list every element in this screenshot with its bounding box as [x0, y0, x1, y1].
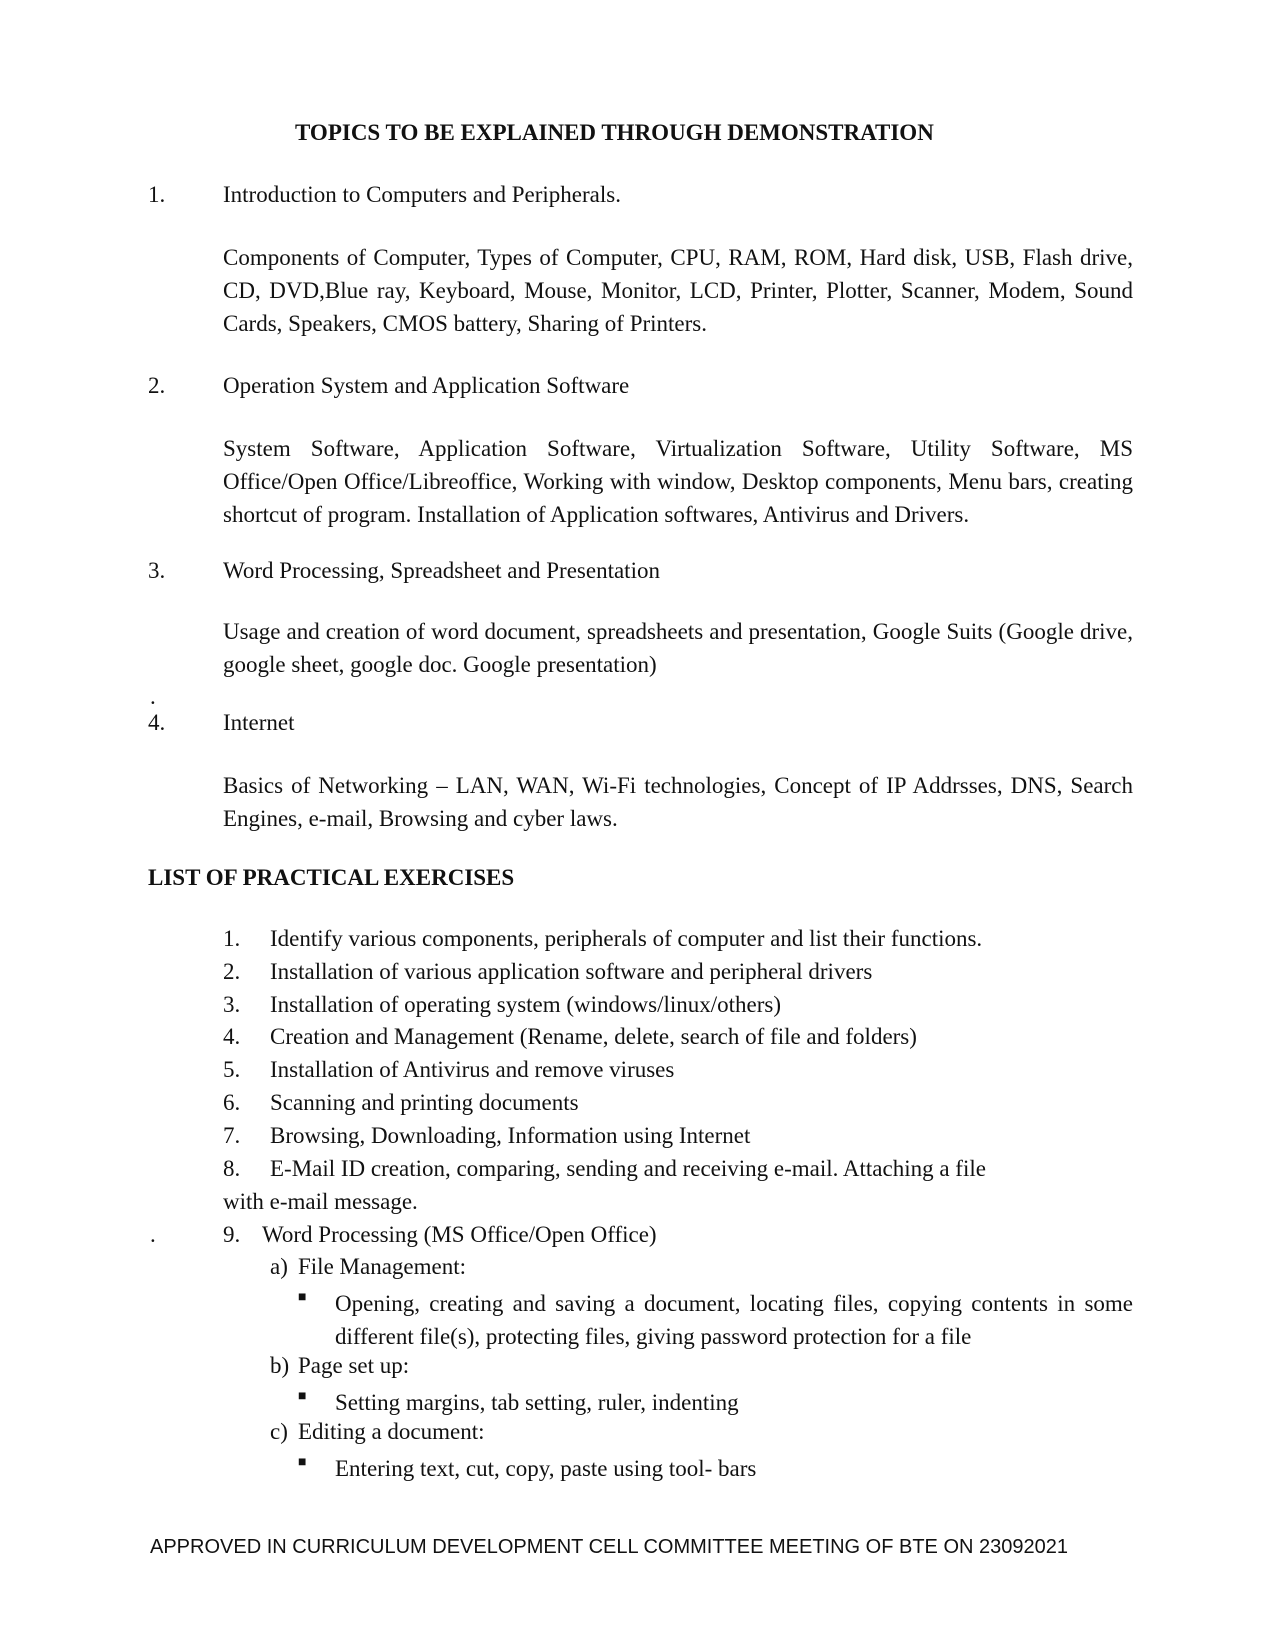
topic-body: Basics of Networking – LAN, WAN, Wi-Fi technologies, Concept of IP Addrsses, DNS, Search Engines, e-mail, Browsing and cyber laws.	[223, 773, 1133, 831]
exercise-text: Identify various components, peripherals of computer and list their functions.	[270, 926, 983, 951]
exercise-text: Browsing, Downloading, Information using Internet	[270, 1123, 751, 1148]
exercise-number: 2.	[223, 959, 241, 984]
stray-dot: .	[150, 1222, 156, 1247]
topic-body: Components of Computer, Types of Computer, CPU, RAM, ROM, Hard disk, USB, Flash drive, CD, DVD,Blue ray, Keyboard, Mouse, Monitor, LCD, Printer, Plotter, Scanner, Modem, Sound Cards, Speakers, CMOS battery, Sharing of Printers.	[223, 245, 1133, 336]
bullet-icon: ■	[298, 1455, 307, 1470]
topic-heading: Operation System and Application Software	[223, 373, 630, 398]
exercise-number: 1.	[223, 926, 241, 951]
exercise-text: E-Mail ID creation, comparing, sending and receiving e-mail. Attaching a file	[270, 1156, 986, 1181]
topic-number: 2.	[148, 373, 166, 398]
exercise-number: 6.	[223, 1090, 241, 1115]
topic-heading: Internet	[223, 710, 295, 735]
exercise-number: 5.	[223, 1057, 241, 1082]
exercise-number: 4.	[223, 1024, 241, 1049]
bullet-text: Opening, creating and saving a document, locating files, copying contents in some different file(s), protecting files, giving password protection for a file	[335, 1291, 1133, 1349]
topic-body: Usage and creation of word document, spreadsheets and presentation, Google Suits (Google drive, google sheet, google doc. Google presentation)	[223, 619, 1133, 677]
topic-number: 3.	[148, 558, 166, 583]
exercise-number: 3.	[223, 992, 241, 1017]
sub-item-text: Page set up:	[298, 1353, 410, 1378]
topic-heading: Introduction to Computers and Peripherals.	[223, 182, 621, 207]
page-title: TOPICS TO BE EXPLAINED THROUGH DEMONSTRATION	[295, 120, 934, 145]
sub-item-label: b)	[270, 1353, 290, 1378]
topic-number: 4.	[148, 710, 166, 735]
stray-dot: .	[150, 684, 156, 709]
exercise-number: 9.	[223, 1222, 241, 1247]
topic-number: 1.	[148, 182, 166, 207]
sub-item-label: c)	[270, 1419, 288, 1444]
exercise-text: Installation of Antivirus and remove viruses	[270, 1057, 675, 1082]
exercise-continuation: with e-mail message.	[223, 1189, 418, 1214]
topic-body: System Software, Application Software, Virtualization Software, Utility Software, MS Office/Open Office/Libreoffice, Working with window, Desktop components, Menu bars, creating shortcut of program. Installation of Application softwares, Antivirus and Drivers.	[223, 436, 1133, 527]
sub-item-text: File Management:	[298, 1254, 466, 1279]
topic-heading: Word Processing, Spreadsheet and Presentation	[223, 558, 660, 583]
practical-title: LIST OF PRACTICAL EXERCISES	[148, 865, 515, 890]
exercise-number: 7.	[223, 1123, 241, 1148]
approval-footer: APPROVED IN CURRICULUM DEVELOPMENT CELL COMMITTEE MEETING OF BTE ON 23092021	[150, 1536, 1068, 1558]
bullet-icon: ■	[298, 1290, 307, 1305]
bullet-text: Entering text, cut, copy, paste using tool- bars	[335, 1456, 757, 1481]
bullet-text: Setting margins, tab setting, ruler, indenting	[335, 1390, 739, 1415]
exercise-text: Creation and Management (Rename, delete, search of file and folders)	[270, 1024, 917, 1049]
sub-item-text: Editing a document:	[298, 1419, 485, 1444]
sub-item-label: a)	[270, 1254, 288, 1279]
bullet-icon: ■	[298, 1389, 307, 1404]
exercise-text: Word Processing (MS Office/Open Office)	[262, 1222, 657, 1247]
exercise-text: Scanning and printing documents	[270, 1090, 579, 1115]
exercise-text: Installation of various application software and peripheral drivers	[270, 959, 873, 984]
exercise-number: 8.	[223, 1156, 241, 1181]
exercise-text: Installation of operating system (windows/linux/others)	[270, 992, 782, 1017]
